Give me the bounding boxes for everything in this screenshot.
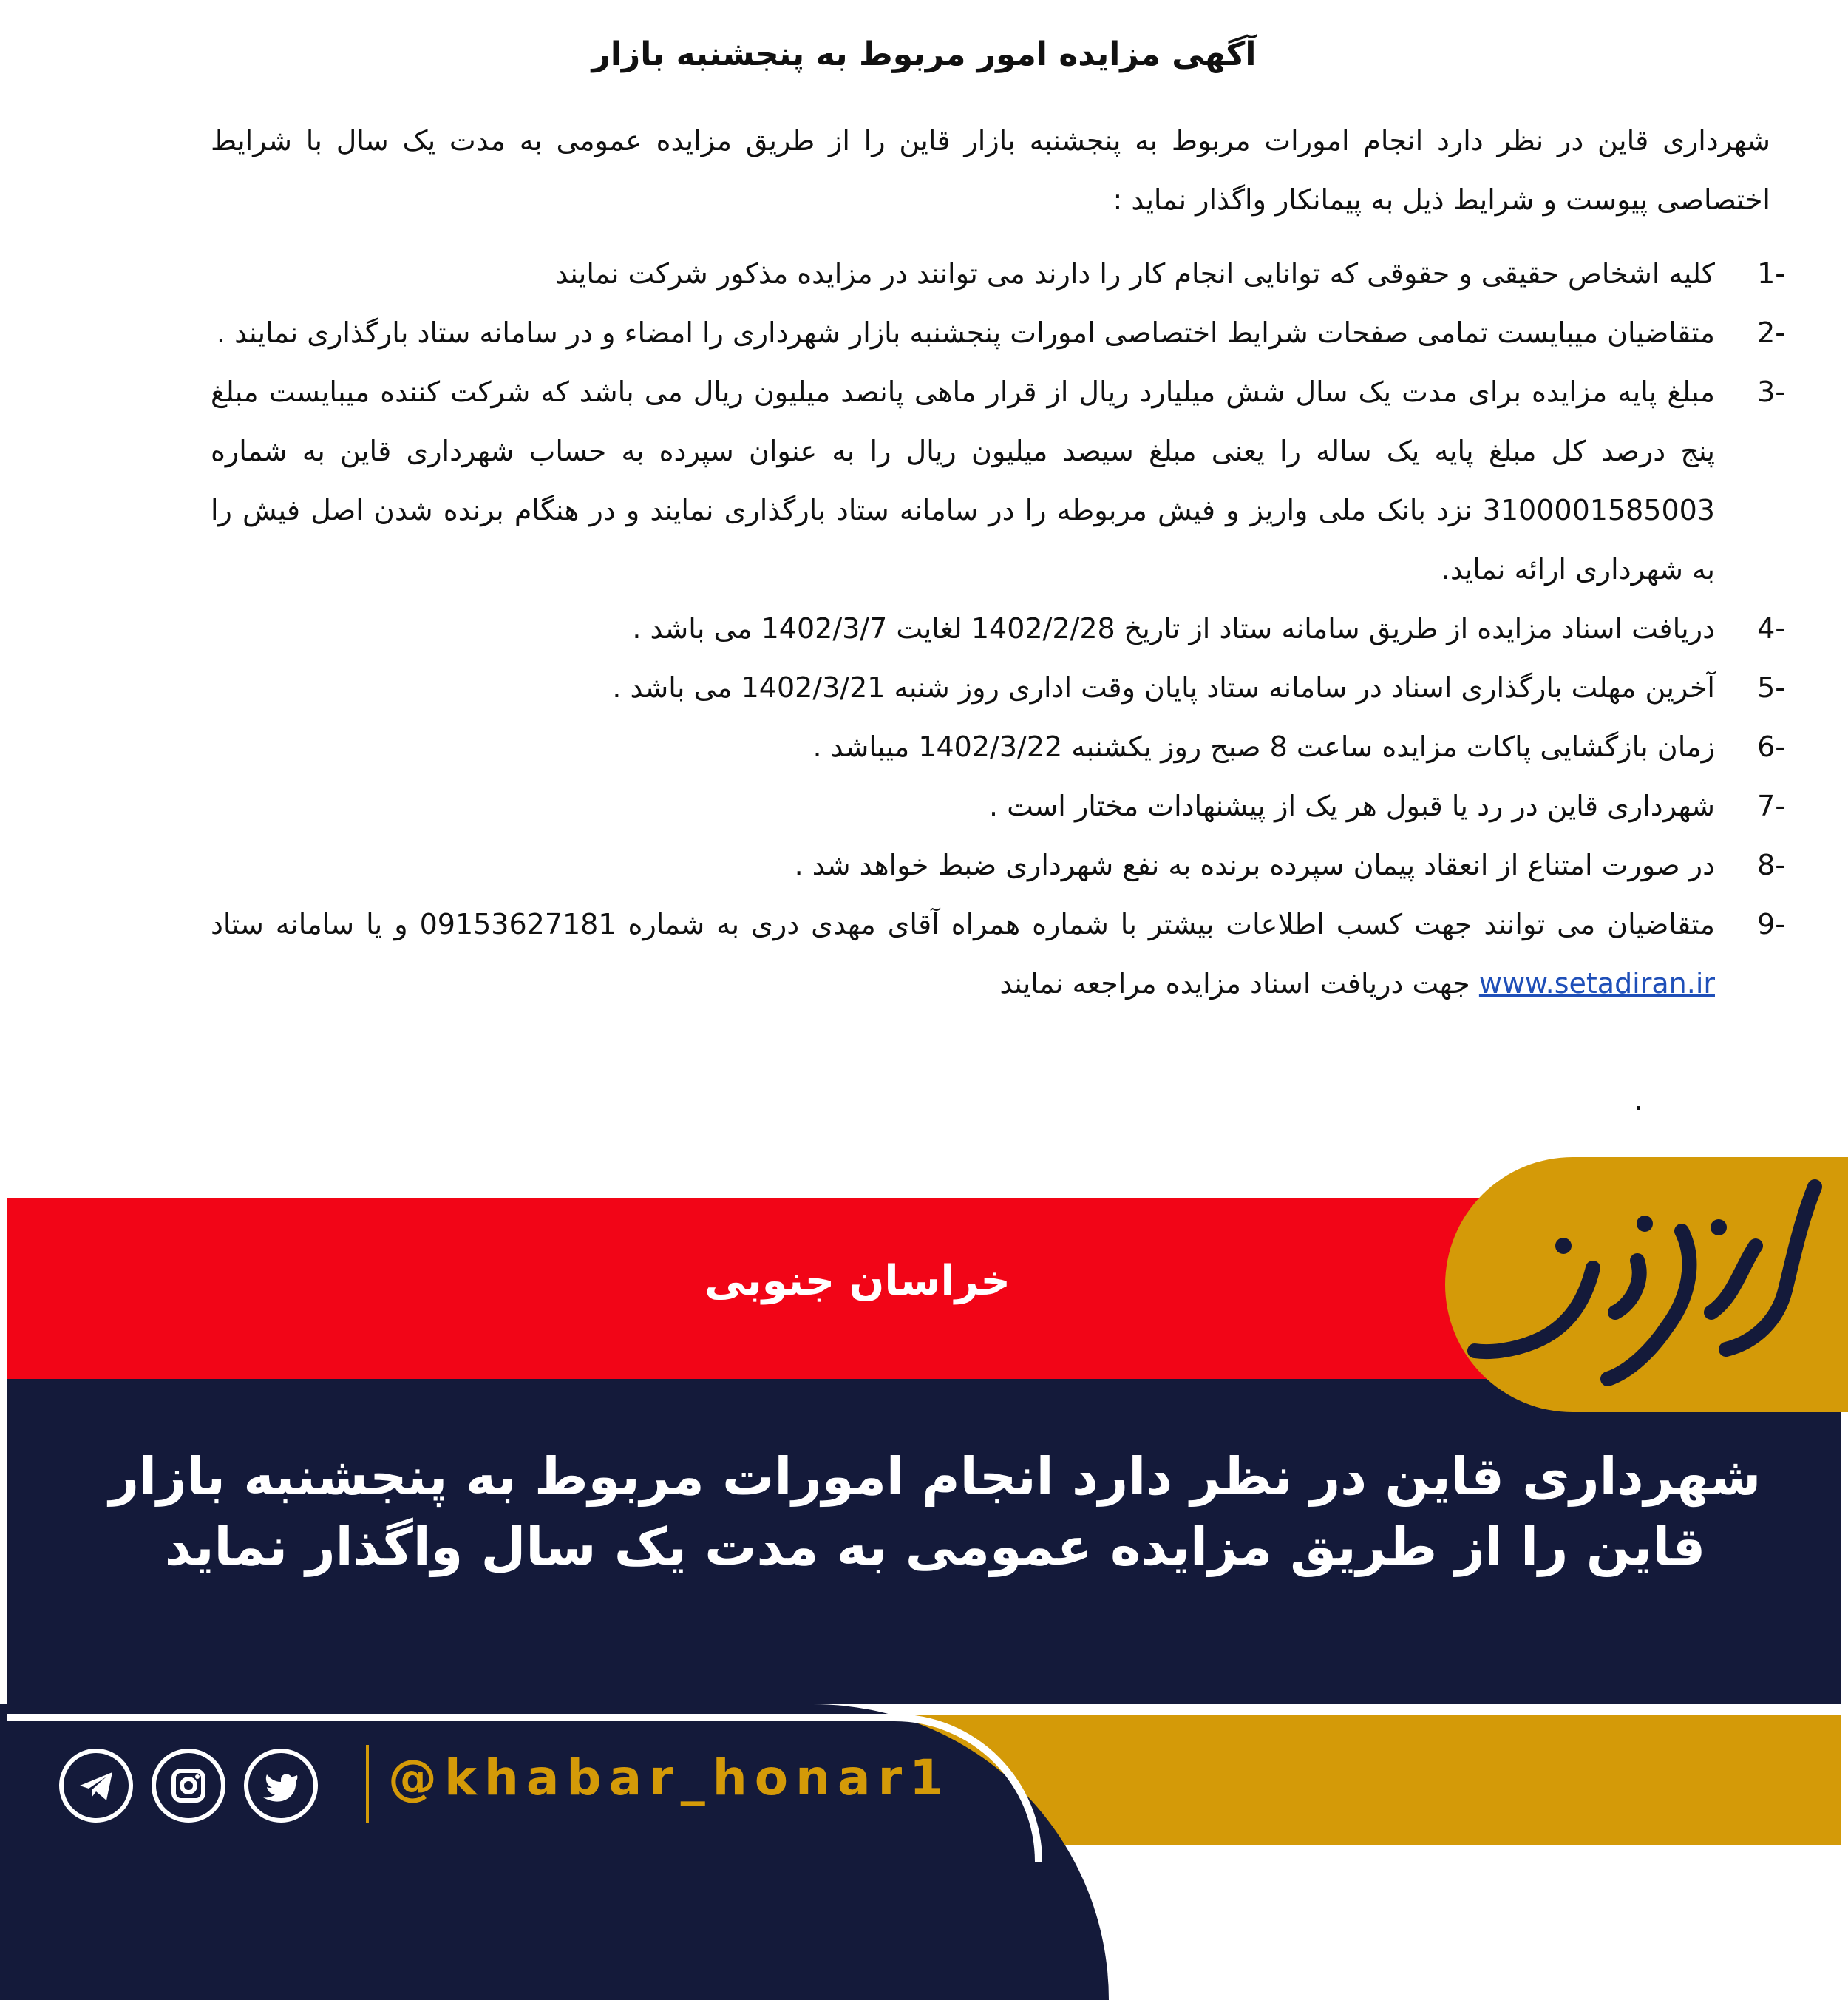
item-number: 6- [1757,730,1785,763]
item-number: 4- [1757,612,1785,645]
item-text: متقاضیان میبایست تمامی صفحات شرایط اختصاصی امورات پنجشنبه بازار شهرداری را امضاء و در سامانه ستاد بارگذاری نمایند . [216,316,1715,349]
trailing-dot: . [1634,1083,1643,1117]
item-number: 2- [1757,316,1785,349]
conditions-list [211,244,1785,1013]
item-number: 8- [1757,849,1785,881]
item-text: متقاضیان می توانند جهت کسب اطلاعات بیشتر با شماره همراه آقای مهدی دری به شماره 09153627181 و یا سامانه ستاد [211,908,1716,940]
social-handle: @khabar_honar1 [388,1749,951,1806]
item-number: 3- [1757,376,1785,408]
item-number: 7- [1757,790,1785,822]
announcement-intro: شهرداری قاین در نظر دارد انجام امورات مربوط به پنجشنبه بازار قاین را از طریق مزایده عمومی به مدت یک سال با شرایط اختصاصی پیوست و شرایط ذیل به پیمانکار واگذار نماید : [211,124,1770,216]
instagram-icon[interactable] [152,1749,225,1823]
list-item [211,835,1785,895]
list-item [211,362,1785,599]
brand-logo [1445,1157,1848,1412]
list-item [211,244,1785,303]
item-text: کلیه اشخاص حقیقی و حقوقی که توانایی انجام کار را دارند می توانند در مزایده مذکور شرکت نمایند [555,257,1715,290]
list-item [211,303,1785,362]
telegram-icon[interactable] [59,1749,133,1823]
list-item [211,658,1785,717]
region-label: خراسان جنوبی [704,1257,1010,1305]
handle-divider [366,1745,369,1823]
twitter-icon[interactable] [244,1749,318,1823]
item-text: مبلغ پایه مزایده برای مدت یک سال شش میلیارد ریال از قرار ماهی پانصد میلیون ریال می باشد که شرکت کننده میبایست مبلغ پنج درصد کل مبلغ پایه یک ساله را یعنی مبلغ سیصد میلیون ریال را به عنوان سپرده به حساب شهرداری قاین به شماره 3100001585003 نزد بانک ملی واریز و فیش مربوطه را در سامانه ستاد بارگذاری نمایند و در هنگام برنده شدن اصل فیش را به شهرداری ارائه نماید. [211,376,1715,586]
item-text: زمان بازگشایی پاکات مزایده ساعت 8 صبح روز یکشنبه 1402/3/22 میباشد . [812,730,1715,763]
list-item [211,895,1785,1013]
item-number: 5- [1757,671,1785,704]
announcement-title: آگهی مزایده امور مربوط به پنجشنبه بازار [591,35,1257,73]
item-text: دریافت اسناد مزایده از طریق سامانه ستاد از تاریخ 1402/2/28 لغایت 1402/3/7 می باشد . [632,612,1715,645]
list-item [211,717,1785,776]
headline-text: شهرداری قاین در نظر دارد انجام امورات مربوط به پنجشنبه بازار قاین را از طریق مزایده عمومی به مدت یک سال واگذار نماید [109,1446,1762,1577]
item-text: در صورت امتناع از انعقاد پیمان سپرده برنده به نفع شهرداری ضبط خواهد شد . [794,849,1715,881]
item-text: شهرداری قاین در رد یا قبول هر یک از پیشنهادات مختار است . [989,790,1715,822]
item-number: 1- [1757,257,1785,290]
list-item [211,776,1785,835]
item-text-tail: جهت دریافت اسناد مزایده مراجعه نمایند [999,967,1479,1000]
item-number: 9- [1757,908,1785,940]
list-item [211,599,1785,658]
setadiran-link[interactable]: www.setadiran.ir [1478,967,1715,1000]
item-text: آخرین مهلت بارگذاری اسناد در سامانه ستاد پایان وقت اداری روز شنبه 1402/3/21 می باشد . [612,671,1715,704]
